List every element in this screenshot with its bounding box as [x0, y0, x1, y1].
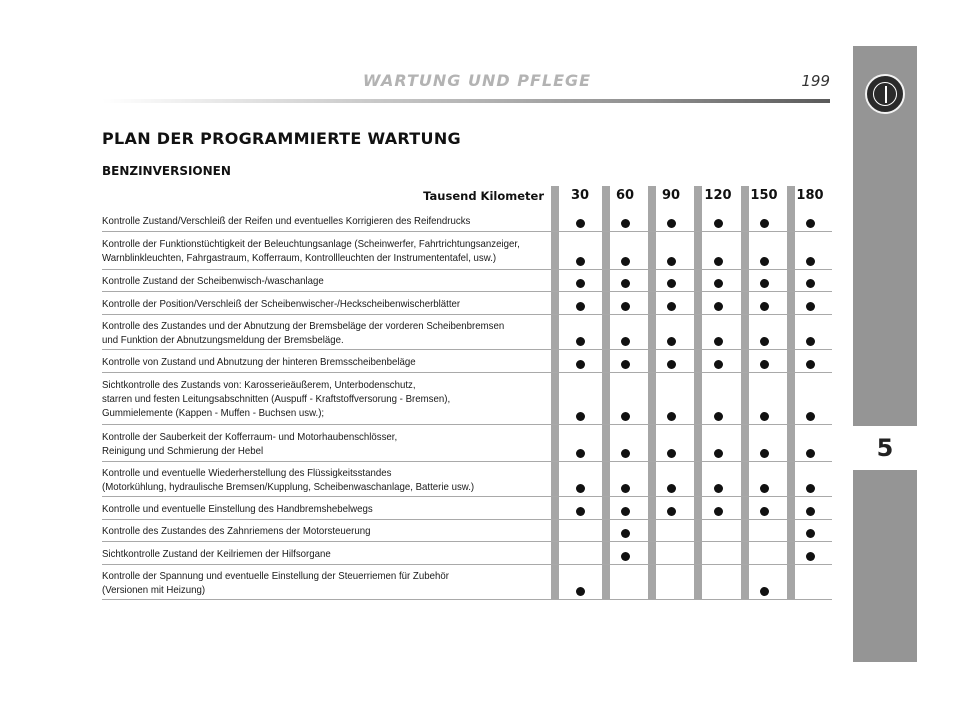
- logo-cross-bar: [885, 86, 887, 103]
- km-column-header: 90: [661, 188, 681, 203]
- row-description-line: Kontrolle des Zustandes des Zahnriemens der Motorsteuerung: [102, 525, 371, 537]
- row-description: [102, 378, 516, 420]
- row-description-line: Reinigung und Schmierung der Hebel: [102, 444, 264, 457]
- service-required-dot: [760, 257, 769, 266]
- chapter-side-strip: [853, 46, 917, 662]
- service-required-dot: [760, 449, 769, 458]
- service-required-dot: [760, 302, 769, 311]
- service-required-dot: [806, 257, 815, 266]
- service-required-dot: [714, 257, 723, 266]
- service-required-dot: [714, 279, 723, 288]
- row-description-line: Sichtkontrolle Zustand der Keilriemen der Hilfsorgane: [102, 547, 331, 560]
- service-required-dot: [576, 257, 585, 266]
- row-description-line: Kontrolle der Sauberkeit der Kofferraum- und Motorhaubenschlösser,: [102, 430, 398, 443]
- table-row: [102, 497, 832, 520]
- row-description-line: Kontrolle Zustand der Scheibenwisch-/waschanlage: [102, 275, 324, 287]
- service-required-dot: [667, 507, 676, 516]
- service-required-dot: [667, 257, 676, 266]
- km-column-header: 180: [796, 188, 824, 203]
- row-description-line: und Funktion der Abnutzungsmeldung der Bremsbeläge.: [102, 333, 344, 346]
- row-description-line: Kontrolle Zustand/Verschleiß der Reifen und eventuelles Korrigieren des Reifendrucks: [102, 215, 471, 227]
- service-required-dot: [806, 449, 815, 458]
- service-required-dot: [576, 279, 585, 288]
- service-required-dot: [576, 587, 585, 596]
- service-required-dot: [714, 302, 723, 311]
- row-description-line: Kontrolle und eventuelle Einstellung des Handbremshebelwegs: [102, 502, 373, 515]
- row-description-line: Kontrolle der Spannung und eventuelle Einstellung der Steuerriemen für Zubehör: [102, 569, 449, 582]
- service-required-dot: [667, 337, 676, 346]
- service-required-dot: [576, 337, 585, 346]
- service-required-dot: [621, 412, 630, 421]
- row-description: [102, 297, 516, 311]
- row-description: [102, 214, 516, 228]
- service-required-dot: [621, 552, 630, 561]
- service-required-dot: [621, 507, 630, 516]
- service-required-dot: [806, 412, 815, 421]
- service-required-dot: [667, 279, 676, 288]
- service-required-dot: [667, 302, 676, 311]
- table-row: [102, 292, 832, 315]
- row-description-line: (Motorkühlung, hydraulische Bremsen/Kupplung, Scheibenwaschanlage, Batterie usw.): [102, 480, 475, 493]
- service-required-dot: [621, 529, 630, 538]
- service-required-dot: [806, 529, 815, 538]
- row-description-line: Kontrolle von Zustand und Abnutzung der hinteren Bremsscheibenbeläge: [102, 355, 416, 368]
- service-required-dot: [760, 219, 769, 228]
- row-description-line: Kontrolle der Funktionstüchtigkeit der Beleuchtungsanlage (Scheinwerfer, Fahrtrichtungsanzeiger,: [102, 238, 520, 250]
- row-description: [102, 466, 516, 494]
- service-required-dot: [714, 337, 723, 346]
- service-required-dot: [760, 587, 769, 596]
- service-required-dot: [806, 337, 815, 346]
- table-row: [102, 373, 832, 425]
- row-description-line: Warnblinkleuchten, Fahrgastraum, Kofferraum, Kontrollleuchten der Instrumententafel, usw.): [102, 252, 497, 264]
- service-required-dot: [621, 449, 630, 458]
- header-divider: [102, 99, 830, 103]
- service-required-dot: [806, 484, 815, 493]
- page-subtitle: BENZINVERSIONEN: [102, 164, 231, 178]
- service-required-dot: [576, 484, 585, 493]
- row-description-line: Sichtkontrolle des Zustands von: Karosserieäußerem, Unterbodenschutz,: [102, 379, 416, 391]
- service-required-dot: [621, 279, 630, 288]
- table-row: [102, 270, 832, 292]
- row-description-line: Gummielemente (Kappen - Muffen - Buchsen usw.);: [102, 407, 325, 419]
- service-required-dot: [806, 552, 815, 561]
- service-required-dot: [806, 219, 815, 228]
- brand-logo-icon: [865, 74, 905, 114]
- service-required-dot: [714, 484, 723, 493]
- row-description-line: (Versionen mit Heizung): [102, 583, 206, 596]
- service-required-dot: [667, 484, 676, 493]
- table-row: [102, 462, 832, 497]
- service-required-dot: [621, 484, 630, 493]
- row-description-line: Kontrolle der Position/Verschleiß der Scheibenwischer-/Heckscheibenwischerblätter: [102, 297, 461, 310]
- table-row: [102, 425, 832, 462]
- section-header-title: WARTUNG UND PFLEGE: [362, 71, 592, 90]
- km-column-header: 120: [704, 188, 732, 203]
- page-number: 199: [801, 72, 830, 90]
- row-description: [102, 430, 516, 458]
- service-required-dot: [714, 219, 723, 228]
- service-required-dot: [576, 302, 585, 311]
- service-required-dot: [806, 302, 815, 311]
- row-description-line: Kontrolle und eventuelle Wiederherstellung des Flüssigkeitsstandes: [102, 466, 392, 479]
- page-title: PLAN DER PROGRAMMIERTE WARTUNG: [102, 129, 461, 148]
- service-required-dot: [806, 507, 815, 516]
- service-required-dot: [760, 360, 769, 369]
- service-required-dot: [714, 360, 723, 369]
- service-required-dot: [806, 360, 815, 369]
- row-description: [102, 319, 516, 347]
- service-required-dot: [621, 360, 630, 369]
- row-description: [102, 355, 516, 369]
- row-description: [102, 569, 516, 597]
- table-row: [102, 232, 832, 270]
- logo-ring: [873, 82, 897, 106]
- service-required-dot: [760, 507, 769, 516]
- service-required-dot: [621, 337, 630, 346]
- service-required-dot: [576, 449, 585, 458]
- chapter-tab-number[interactable]: 5: [853, 426, 917, 470]
- row-description: [102, 524, 516, 538]
- service-required-dot: [667, 219, 676, 228]
- table-row: [102, 542, 832, 565]
- service-required-dot: [576, 360, 585, 369]
- service-required-dot: [760, 279, 769, 288]
- km-column-header: 30: [570, 188, 590, 203]
- table-row: [102, 350, 832, 373]
- service-required-dot: [760, 484, 769, 493]
- table-row: [102, 565, 832, 600]
- service-required-dot: [576, 507, 585, 516]
- km-column-header: 150: [750, 188, 778, 203]
- row-description: [102, 274, 516, 288]
- row-description: [102, 547, 516, 561]
- row-description: [102, 237, 520, 265]
- service-required-dot: [667, 412, 676, 421]
- table-row: [102, 520, 832, 542]
- service-required-dot: [714, 412, 723, 421]
- service-required-dot: [760, 337, 769, 346]
- row-description-line: starren und festen Leitungsabschnitten (Auspuff - Kraftstoffversorung - Bremsen),: [102, 393, 451, 405]
- service-required-dot: [760, 412, 769, 421]
- service-required-dot: [576, 412, 585, 421]
- service-required-dot: [714, 449, 723, 458]
- service-required-dot: [806, 279, 815, 288]
- service-required-dot: [621, 219, 630, 228]
- table-row: [102, 315, 832, 350]
- service-required-dot: [621, 302, 630, 311]
- service-required-dot: [714, 507, 723, 516]
- km-column-header: 60: [615, 188, 635, 203]
- service-required-dot: [621, 257, 630, 266]
- table-row: [102, 210, 832, 232]
- service-required-dot: [576, 219, 585, 228]
- km-header-label: Tausend Kilometer: [423, 189, 544, 203]
- service-required-dot: [667, 449, 676, 458]
- row-description: [102, 502, 516, 516]
- row-description-line: Kontrolle des Zustandes und der Abnutzung der Bremsbeläge der vorderen Scheibenbremsen: [102, 319, 505, 332]
- service-required-dot: [667, 360, 676, 369]
